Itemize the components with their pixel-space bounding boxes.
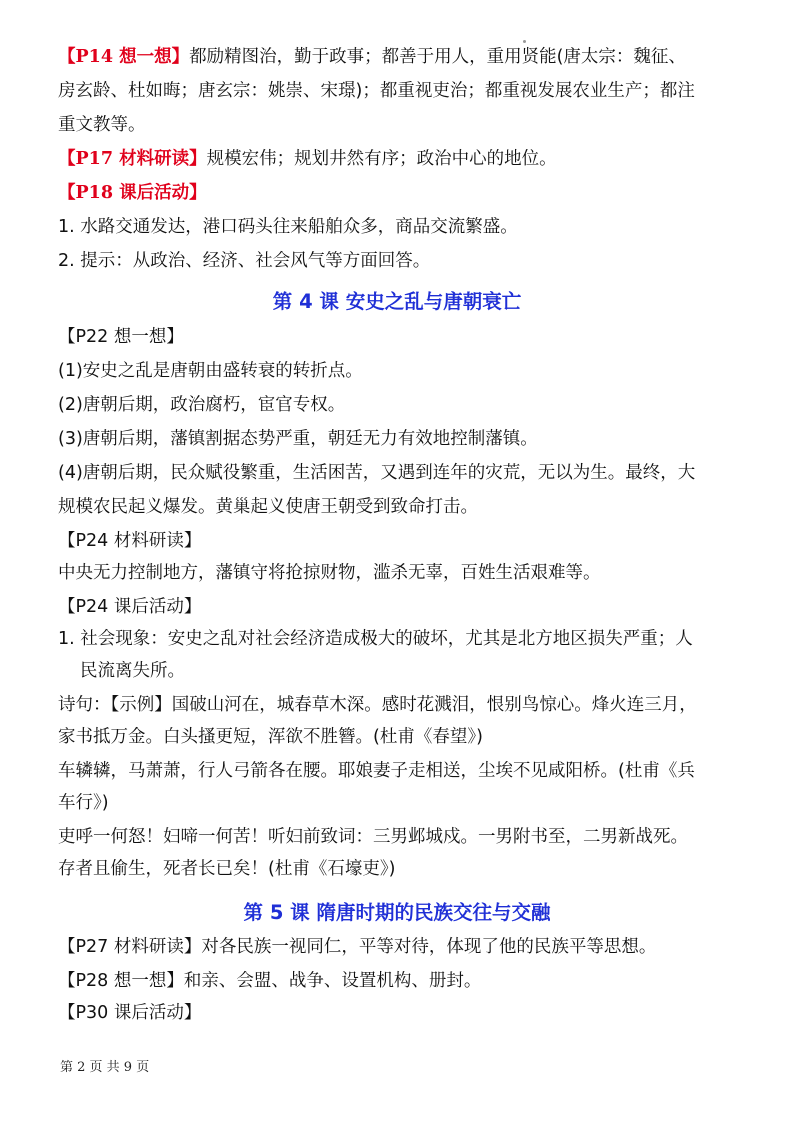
- p24a-text: 中央无力控制地方，藩镇守将抢掠财物，滥杀无辜，百姓生活艰难等。: [58, 563, 601, 583]
- p17-label: 【P17 材料研读】: [58, 149, 207, 169]
- p14-line-2: 房玄龄、杜如晦；唐玄宗：姚崇、宋璟)；都重视吏治；都重视发展农业生产；都注: [58, 81, 695, 101]
- p18-item-2: 2. 提示：从政治、经济、社会风气等方面回答。: [58, 251, 431, 271]
- p24b-item-1-line-1: 1. 社会现象：安史之乱对社会经济造成极大的破坏，尤其是北方地区损失严重；人: [58, 629, 693, 649]
- poem-2-line-1: 车辚辚，马萧萧，行人弓箭各在腰。耶娘妻子走相送，尘埃不见咸阳桥。(杜甫《兵: [58, 761, 695, 781]
- lesson5-title: 第 5 课 隋唐时期的民族交往与交融: [243, 901, 551, 924]
- poem-1-line-2: 家书抵万金。白头搔更短，浑欲不胜簪。(杜甫《春望》): [58, 727, 483, 747]
- p14-line-1: [58, 40, 748, 74]
- p14-line-3: 重文教等。: [58, 115, 146, 135]
- p14-text-1: 都励精图治，勤于政事；都善于用人，重用贤能(唐太宗：魏征、: [189, 47, 686, 67]
- p18-item-1: 1. 水路交通发达，港口码头往来船舶众多，商品交流繁盛。: [58, 217, 518, 237]
- p17-text: 规模宏伟；规划井然有序；政治中心的地位。: [206, 149, 557, 169]
- poem-3-line-1: 吏呼一何怒！妇啼一何苦！听妇前致词：三男邺城戍。一男附书至，二男新战死。: [58, 827, 688, 847]
- p22-item-4-line-2: 规模农民起义爆发。黄巢起义使唐王朝受到致命打击。: [58, 497, 478, 517]
- poem-2-line-2: 车行》): [58, 793, 109, 813]
- p22-item-4-line-1: (4)唐朝后期，民众赋役繁重，生活困苦，又遇到连年的灾荒，无以为生。最终，大: [58, 463, 696, 483]
- page-number: 第 2 页 共 9 页: [60, 1060, 150, 1075]
- p18-label: 【P18 课后活动】: [58, 183, 207, 203]
- p22-item-1: (1)安史之乱是唐朝由盛转衰的转折点。: [58, 361, 363, 381]
- p22-item-2: (2)唐朝后期，政治腐朽，宦官专权。: [58, 395, 346, 415]
- p22-item-3: (3)唐朝后期，藩镇割据态势严重，朝廷无力有效地控制藩镇。: [58, 429, 538, 449]
- p24b-label: 【P24 课后活动】: [58, 597, 202, 617]
- p28-line: 【P28 想一想】和亲、会盟、战争、设置机构、册封。: [58, 971, 482, 991]
- p14-label: 【P14 想一想】: [58, 47, 190, 67]
- p30-label: 【P30 课后活动】: [58, 1003, 202, 1023]
- p24a-label: 【P24 材料研读】: [58, 531, 202, 551]
- p27-line: 【P27 材料研读】对各民族一视同仁，平等对待，体现了他的民族平等思想。: [58, 937, 657, 957]
- poem-3-line-2: 存者且偷生，死者长已矣！(杜甫《石壕吏》): [58, 859, 396, 879]
- p22-label: 【P22 想一想】: [58, 327, 184, 347]
- p24b-item-1-line-2: 民流离失所。: [80, 661, 185, 681]
- p17-line: [58, 142, 748, 176]
- lesson4-title: 第 4 课 安史之乱与唐朝衰亡: [272, 290, 522, 313]
- poem-1-line-1: 诗句：【示例】国破山河在，城春草木深。感时花溅泪，恨别鸟惊心。烽火连三月，: [58, 695, 697, 715]
- p18-label-line: [58, 176, 748, 210]
